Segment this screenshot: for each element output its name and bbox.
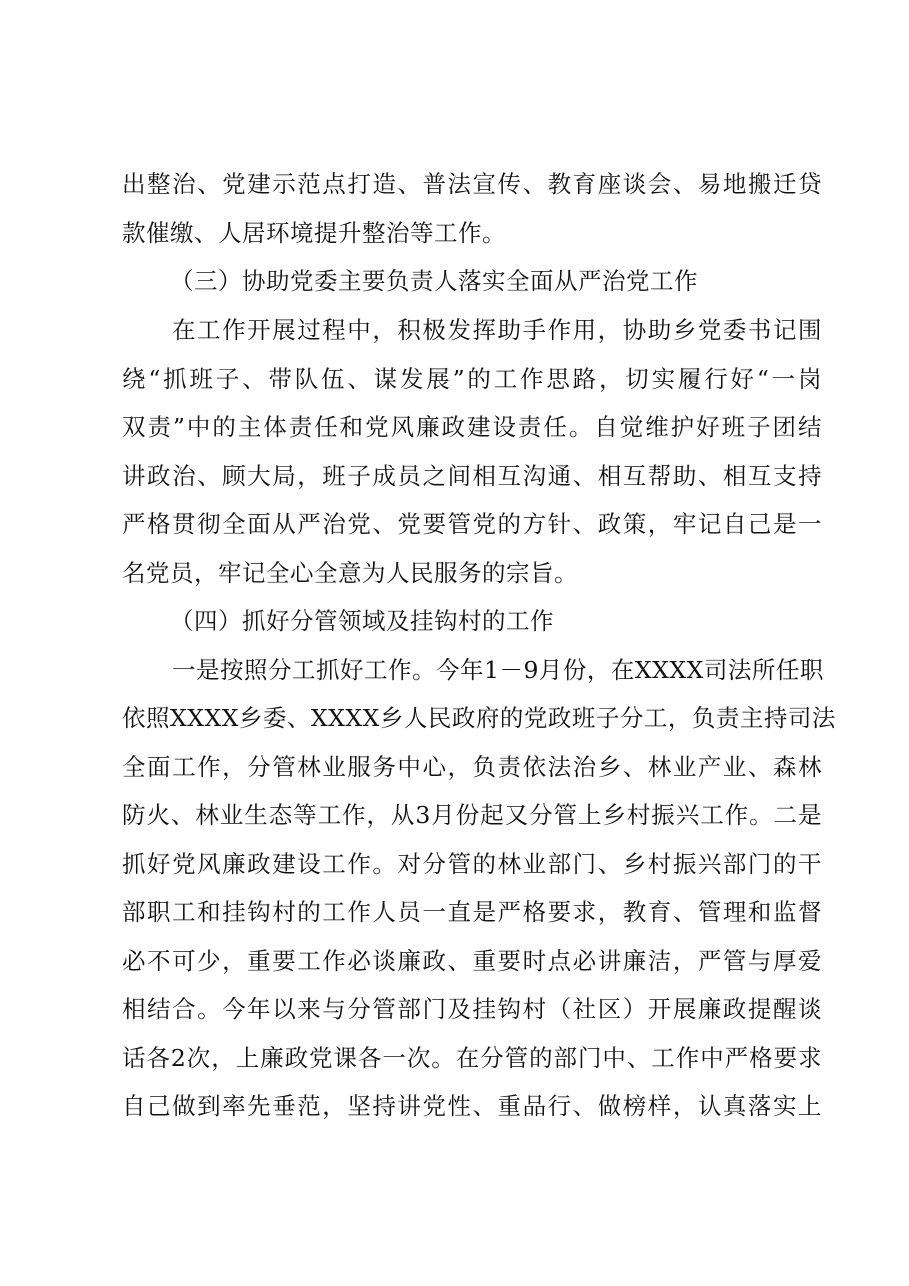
paragraph-line: 名党员，牢记全心全意为人民服务的宗旨。	[122, 559, 578, 587]
paragraph-line: 抓好党风廉政建设工作。对分管的林业部门、乡村振兴部门的干	[122, 850, 822, 878]
paragraph-line: 在工作开展过程中，积极发挥助手作用，协助乡党委书记围	[172, 316, 822, 344]
paragraph-line: 必不可少，重要工作必谈廉政、重要时点必讲廉洁，严管与厚爱	[122, 947, 822, 975]
paragraph-line: 依照XXXX乡委、XXXX乡人民政府的党政班子分工，负责主持司法	[122, 704, 836, 732]
paragraph-line: 部职工和挂钩村的工作人员一直是严格要求，教育、管理和监督	[122, 898, 822, 926]
paragraph-line: 全面工作，分管林业服务中心，负责依法治乡、林业产业、森林	[122, 753, 822, 781]
paragraph-line: 绕“抓班子、带队伍、谋发展”的工作思路，切实履行好“一岗	[122, 365, 822, 393]
paragraph-line: 自己做到率先垂范，坚持讲党性、重品行、做榜样，认真落实上	[122, 1092, 822, 1120]
paragraph-line: 话各2次，上廉政党课各一次。在分管的部门中、工作中严格要求	[122, 1044, 822, 1072]
paragraph-line: 款催缴、人居环境提升整治等工作。	[122, 219, 506, 247]
paragraph-line: 双责”中的主体责任和党风廉政建设责任。自觉维护好班子团结	[122, 413, 822, 441]
paragraph-line: 出整治、党建示范点打造、普法宣传、教育座谈会、易地搬迁贷	[122, 170, 822, 198]
section-heading: （三）协助党委主要负责人落实全面从严治党工作	[170, 267, 698, 295]
section-heading: （四）抓好分管领域及挂钩村的工作	[170, 607, 554, 635]
paragraph-line: 讲政治、顾大局，班子成员之间相互沟通、相互帮助、相互支持	[122, 462, 822, 490]
paragraph-line: 相结合。今年以来与分管部门及挂钩村（社区）开展廉政提醒谈	[122, 995, 822, 1023]
paragraph-line: 一是按照分工抓好工作。今年1－9月份，在XXXX司法所任职	[172, 656, 824, 684]
paragraph-line: 防火、林业生态等工作，从3月份起又分管上乡村振兴工作。二是	[122, 801, 822, 829]
paragraph-line: 严格贯彻全面从严治党、党要管党的方针、政策，牢记自己是一	[122, 510, 822, 538]
